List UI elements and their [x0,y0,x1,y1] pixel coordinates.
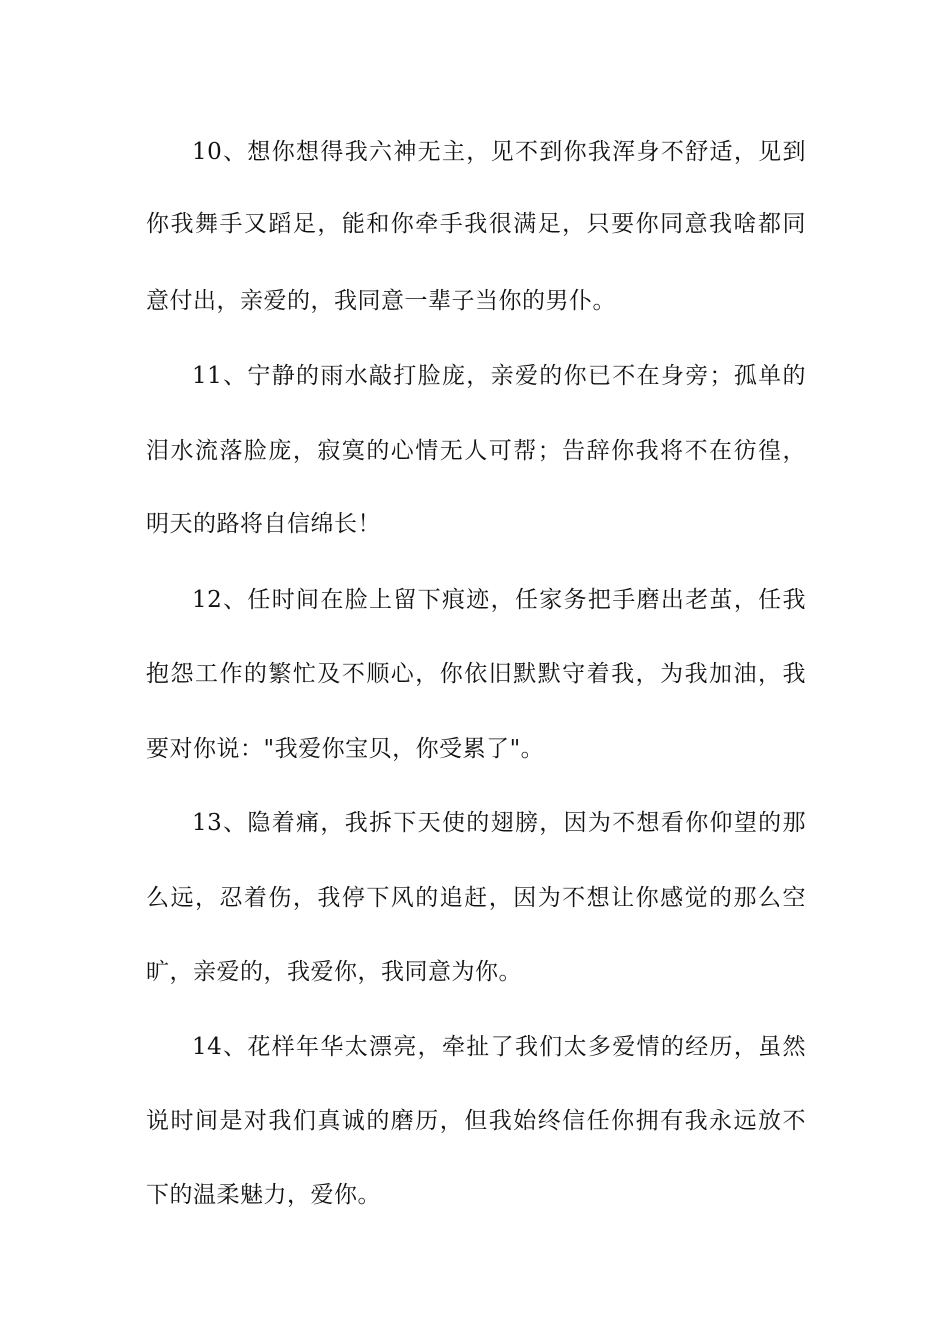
paragraph-13-line-1: 13、隐着痛，我拆下天使的翅膀，因为不想看你仰望的那 [192,810,806,836]
paragraph-14-line-2: 说时间是对我们真诚的磨历，但我始终信任你拥有我永远放不 [146,1108,806,1134]
paragraph-12-line-2: 抱怨工作的繁忙及不顺心，你依旧默默守着我，为我加油，我 [146,661,806,687]
paragraph-11-line-1: 11、宁静的雨水敲打脸庞，亲爱的你已不在身旁；孤单的 [192,363,806,389]
paragraph-12-line-3: 要对你说："我爱你宝贝，你受累了"。 [146,736,545,762]
paragraph-10-line-1: 10、想你想得我六神无主，见不到你我浑身不舒适，见到 [192,139,806,165]
paragraph-14-line-1: 14、花样年华太漂亮，牵扯了我们太多爱情的经历，虽然 [192,1034,806,1060]
paragraph-10-line-2: 你我舞手又蹈足，能和你牵手我很满足，只要你同意我啥都同 [146,211,806,237]
paragraph-14-line-3: 下的温柔魅力，爱你。 [146,1182,381,1208]
paragraph-10-line-3: 意付出，亲爱的，我同意一辈子当你的男仆。 [146,288,616,314]
paragraph-11-line-3: 明天的路将自信绵长！ [146,511,381,537]
paragraph-11-line-2: 泪水流落脸庞，寂寞的心情无人可帮；告辞你我将不在彷徨， [146,438,806,464]
paragraph-13-line-2: 么远，忍着伤，我停下风的追赶，因为不想让你感觉的那么空 [146,885,806,911]
paragraph-12-line-1: 12、任时间在脸上留下痕迹，任家务把手磨出老茧，任我 [192,587,806,613]
paragraph-13-line-3: 旷，亲爱的，我爱你，我同意为你。 [146,959,522,985]
